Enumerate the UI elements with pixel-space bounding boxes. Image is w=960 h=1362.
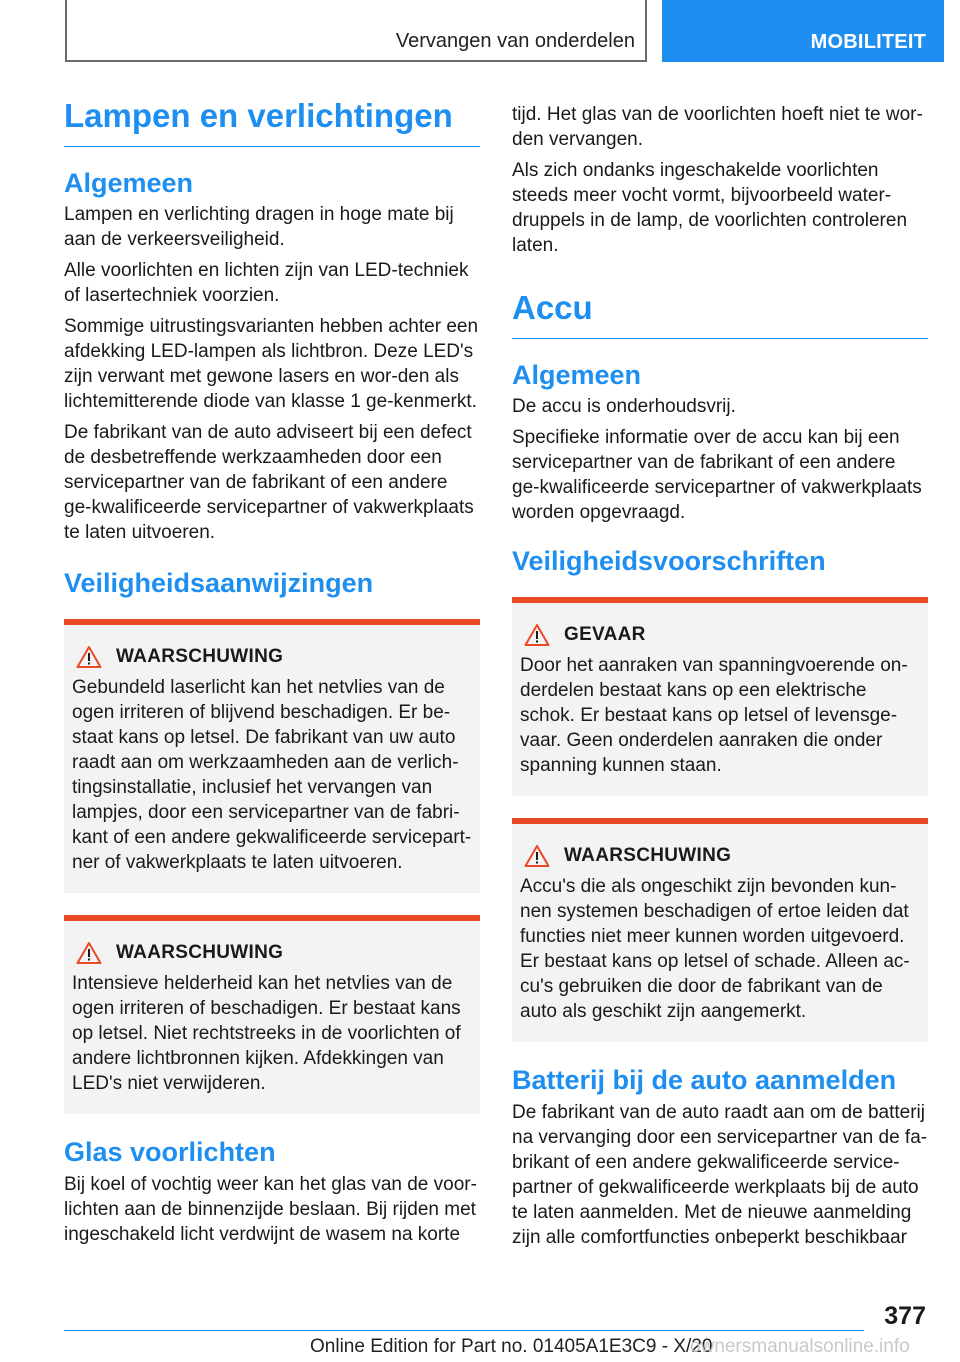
warning-triangle-icon xyxy=(524,844,550,868)
footer-edition: Online Edition for Part no. 01405A1E3C9 - X/20 xyxy=(310,1336,713,1357)
paragraph: Alle voorlichten en lichten zijn van LED-techniek of lasertechniek voorzien. xyxy=(64,260,469,307)
chapter-badge: MOBILITEIT xyxy=(662,0,944,62)
veiligheidsvoorschriften-heading: Veiligheidsvoorschriften xyxy=(512,546,826,577)
warning-triangle-icon xyxy=(524,623,550,647)
batterij-aanmelden-heading: Batterij bij de auto aanmelden xyxy=(512,1065,897,1096)
danger-box-electric xyxy=(512,597,928,796)
page-number: 377 xyxy=(884,1302,926,1330)
paragraph: De fabrikant van de auto raadt aan om de batterij na vervanging door een servicepartner van de fa‐brikant of een andere gekwalificeerde service‐partner of gekwalificeerde werkplaats bij de auto te laten aanmelden. Met de nieuwe aanmelding zijn alle comfortfuncties onbeperkt beschikbaar xyxy=(512,1101,928,1248)
warning-label: WAARSCHUWING xyxy=(564,845,732,867)
warning-text: Accu's die als ongeschikt zijn bevonden kun‐nen systemen beschadigen of ertoe leiden dat functies niet meer kunnen worden uitgevoerd. Er bestaat kans op letsel of schade. Alleen ac‐cu's gebruiken die door de fabrikant van de auto als geschikt zijn aangemerkt. xyxy=(520,876,910,1023)
footer-divider xyxy=(64,1330,864,1331)
warning-box-laser xyxy=(64,619,480,893)
paragraph: Specifieke informatie over de accu kan bij een servicepartner van de fabrikant of een andere ge‐kwalificeerde servicepartner of vakwerkplaats worden opgevraagd. xyxy=(512,427,922,524)
right-column xyxy=(512,102,928,1256)
paragraph: Lampen en verlichting dragen in hoge mate bij aan de verkeersveiligheid. xyxy=(64,204,454,251)
warning-box-accu xyxy=(512,818,928,1042)
header-section-title: Vervangen van onderdelen xyxy=(395,30,635,52)
left-column xyxy=(64,96,480,1253)
paragraph: Bij koel of vochtig weer kan het glas van de voor‐lichten aan de binnenzijde beslaan. Bij rijden met ingeschakeld licht verdwijnt de wasem na korte xyxy=(64,1173,477,1245)
warning-label: WAARSCHUWING xyxy=(116,942,284,964)
header-section-box xyxy=(65,0,647,62)
paragraph: Sommige uitrustingsvarianten hebben achter een afdekking LED-lampen als lichtbron. Deze LED's zijn verwant met gewone lasers en wor‐den als lichtemitterende diode van klasse 1 ge‐kenmerkt. xyxy=(64,316,479,413)
footer-watermark: ownersmanualsonline.info xyxy=(690,1336,910,1357)
paragraph: De fabrikant van de auto adviseert bij een defect de desbetreffende werkzaamheden door een servicepartner van de fabrikant of een andere ge‐kwalificeerde servicepartner of vakwerkplaats te laten uitvoeren. xyxy=(64,422,474,544)
danger-label: GEVAAR xyxy=(564,624,646,646)
warning-label: WAARSCHUWING xyxy=(116,646,284,668)
paragraph: Als zich ondanks ingeschakelde voorlichten steeds meer vocht vormt, bijvoorbeeld water‐druppels in de lamp, de voorlichten controleren laten. xyxy=(512,160,908,256)
warning-text: Gebundeld laserlicht kan het netvlies van de ogen irriteren of blijvend beschadigen. Er be‐staat kans op letsel. De fabrikant van uw auto raadt aan om werkzaamheden aan de verlich‐tingsinstallatie, inclusief het vervangen van lampjes, door een servicepartner van de fabri‐kant of een andere gekwalificeerde servicepart‐ner of vakwerkplaats te laten uitvoeren. xyxy=(72,677,472,874)
warning-text: Door het aanraken van spanningvoerende on‐derdelen bestaat kans op een elektrische schok. Er bestaat kans op letsel of levensge‐vaar. Geen onderdelen aanraken die onder spanning kunnen staan. xyxy=(520,655,908,777)
lampen-algemeen-heading: Algemeen xyxy=(64,167,194,198)
accu-heading: Accu xyxy=(512,288,928,339)
warning-triangle-icon xyxy=(76,645,102,669)
warning-text: Intensieve helderheid kan het netvlies van de ogen irriteren of beschadigen. Er bestaat kans op letsel. Niet rechtstreeks in de voorlichten of andere lichtbronnen kijken. Afdekkingen van LED's niet verwijderen. xyxy=(72,973,461,1095)
accu-algemeen-heading: Algemeen xyxy=(512,359,642,390)
lampen-heading: Lampen en verlichtingen xyxy=(64,96,480,147)
glas-voorlichten-heading: Glas voorlichten xyxy=(64,1137,276,1168)
paragraph: De accu is onderhoudsvrij. xyxy=(512,396,736,418)
warning-triangle-icon xyxy=(76,941,102,965)
veiligheidsaanwijzingen-heading: Veiligheidsaanwijzingen xyxy=(64,568,374,599)
paragraph: tijd. Het glas van de voorlichten hoeft niet te wor‐den vervangen. xyxy=(512,104,923,150)
warning-box-brightness xyxy=(64,915,480,1114)
